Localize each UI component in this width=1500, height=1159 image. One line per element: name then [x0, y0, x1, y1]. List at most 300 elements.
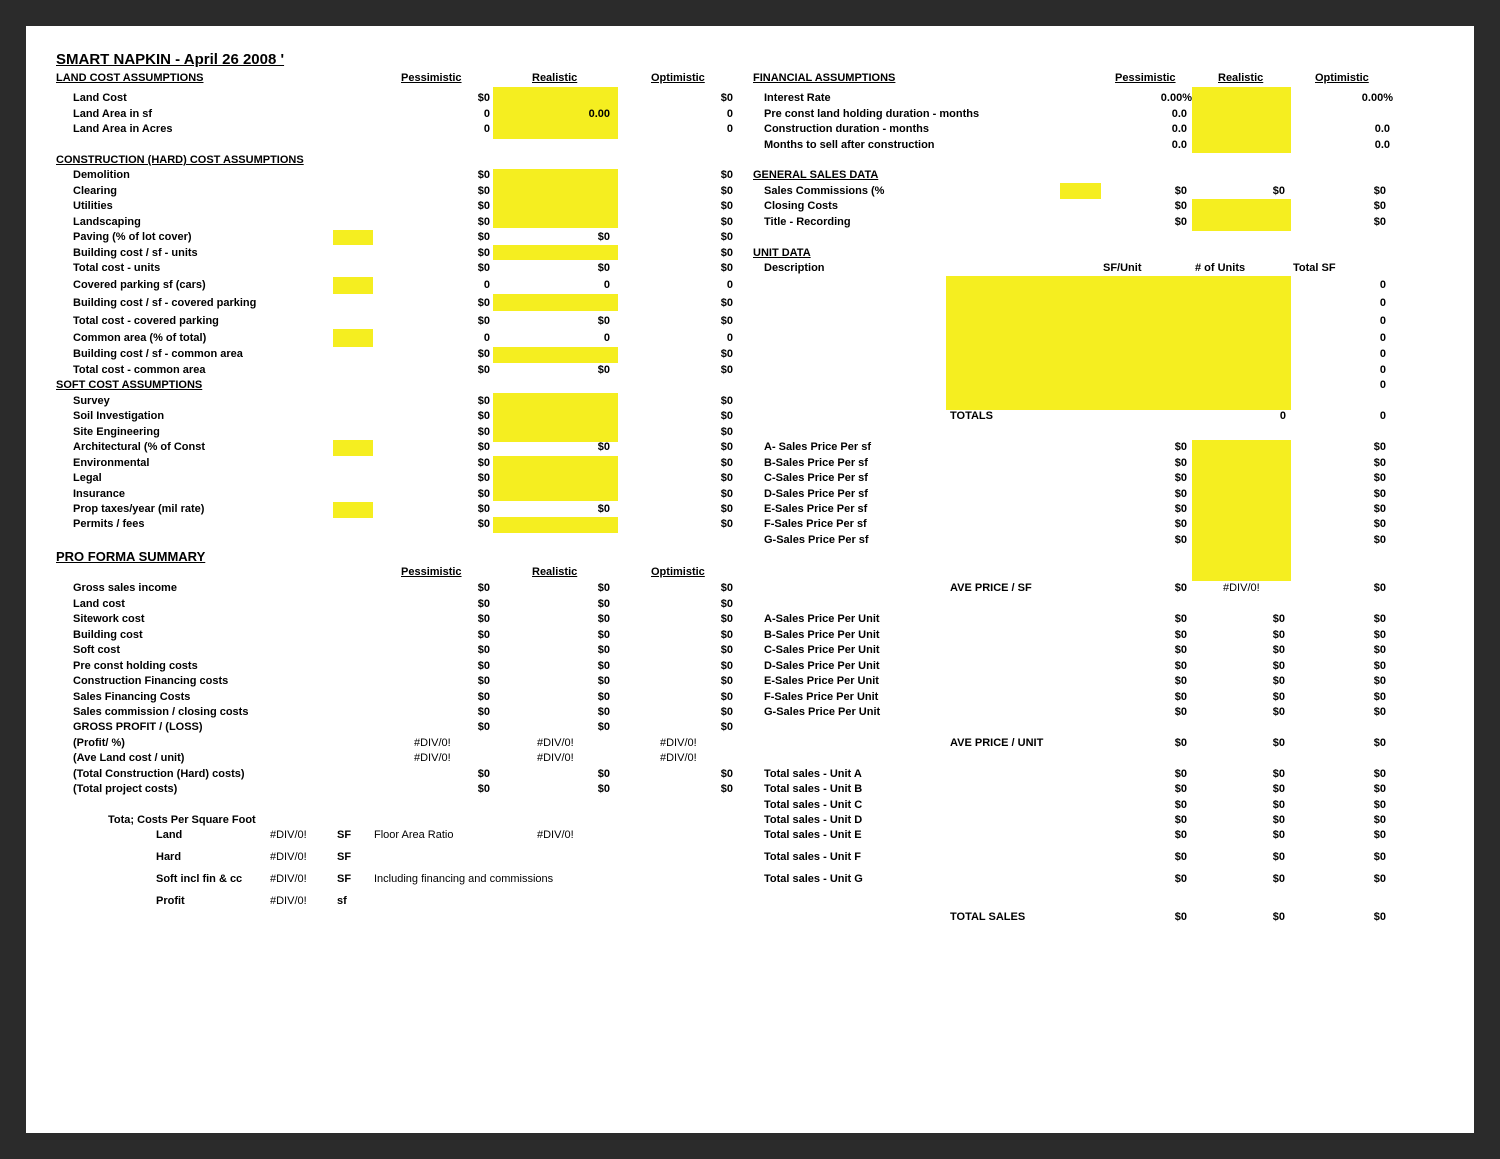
sqft-land-unit: SF — [337, 829, 352, 841]
price-unit-real: $0 — [1272, 644, 1285, 656]
price-sf-label: B-Sales Price Per sf — [764, 457, 868, 469]
unit-total-sf-value: 0 — [1379, 379, 1386, 391]
land-row-opt: 0 — [726, 108, 733, 120]
sqft-soft-label: Soft incl fin & cc — [156, 873, 243, 885]
proforma-row-real: $0 — [597, 582, 610, 594]
soft-row-pess: $0 — [477, 426, 490, 438]
price-sf-opt: $0 — [1373, 534, 1386, 546]
sqft-hard-unit: SF — [337, 851, 352, 863]
proforma-row-real: $0 — [597, 629, 610, 641]
soft-row-real: $0 — [597, 441, 610, 453]
proforma-row-opt: $0 — [720, 721, 733, 733]
sales-total-pess: $0 — [1174, 851, 1187, 863]
sales-total-opt: $0 — [1373, 814, 1386, 826]
floor-area-ratio-value: #DIV/0! — [537, 829, 574, 841]
soft-row-label: Soil Investigation — [73, 410, 165, 422]
construction-row-real: 0 — [603, 279, 610, 291]
proforma-row-label: Sales Financing Costs — [73, 691, 191, 703]
construction-row-label: Clearing — [73, 185, 118, 197]
construction-row-real: $0 — [597, 231, 610, 243]
proforma-row-label: Land cost — [73, 598, 125, 610]
price-unit-real: $0 — [1272, 691, 1285, 703]
price-sf-label: G-Sales Price Per sf — [764, 534, 869, 546]
proforma-row-label: (Profit/ %) — [73, 737, 125, 749]
proforma-row-opt: #DIV/0! — [660, 752, 697, 764]
general-row-opt: $0 — [1373, 185, 1386, 197]
construction-row-opt: $0 — [720, 200, 733, 212]
proforma-row-real: #DIV/0! — [537, 737, 574, 749]
construction-row-label: Utilities — [73, 200, 113, 212]
input-cell-prices-sf[interactable] — [1192, 440, 1291, 581]
unit-total-sf-value: 0 — [1379, 348, 1386, 360]
input-cell-sales-commission-pct[interactable] — [1060, 183, 1101, 199]
proforma-row-label: Sales commission / closing costs — [73, 706, 249, 718]
general-row-opt: $0 — [1373, 200, 1386, 212]
proforma-row-opt: $0 — [720, 629, 733, 641]
sqft-hard-value: #DIV/0! — [270, 851, 307, 863]
construction-row-pess: $0 — [477, 247, 490, 259]
construction-row-pess: $0 — [477, 297, 490, 309]
general-row-pess: $0 — [1174, 185, 1187, 197]
sqft-profit-label: Profit — [156, 895, 185, 907]
ave-price-unit-real: $0 — [1272, 737, 1285, 749]
input-cell-building-cost-parking[interactable] — [493, 294, 618, 311]
price-sf-opt: $0 — [1373, 457, 1386, 469]
ave-price-sf-opt: $0 — [1373, 582, 1386, 594]
soft-row-opt: $0 — [720, 457, 733, 469]
soft-row-opt: $0 — [720, 488, 733, 500]
financial-row-pess: 0.0 — [1171, 139, 1187, 151]
price-sf-label: F-Sales Price Per sf — [764, 518, 867, 530]
unit-col-description: Description — [764, 262, 825, 274]
unit-totals-sf: 0 — [1379, 410, 1386, 422]
financial-row-opt: 0.0 — [1374, 139, 1390, 151]
sales-total-label: Total sales - Unit F — [764, 851, 861, 863]
soft-row-pess: $0 — [477, 472, 490, 484]
construction-row-opt: $0 — [720, 247, 733, 259]
sales-total-real: $0 — [1272, 873, 1285, 885]
col-header-optimistic: Optimistic — [651, 72, 705, 84]
price-unit-opt: $0 — [1373, 675, 1386, 687]
proforma-row-pess: #DIV/0! — [414, 737, 451, 749]
construction-row-label: Building cost / sf - covered parking — [73, 297, 257, 309]
construction-row-label: Common area (% of total) — [73, 332, 207, 344]
construction-row-opt: $0 — [720, 169, 733, 181]
input-cell-permits[interactable] — [493, 517, 618, 533]
price-unit-label: B-Sales Price Per Unit — [764, 629, 880, 641]
unit-totals-label: TOTALS — [950, 410, 993, 422]
sales-total-label: Total sales - Unit G — [764, 873, 863, 885]
soft-row-pess: $0 — [477, 457, 490, 469]
price-sf-opt: $0 — [1373, 488, 1386, 500]
proforma-row-real: #DIV/0! — [537, 752, 574, 764]
proforma-row-real: $0 — [597, 675, 610, 687]
proforma-col-realistic: Realistic — [532, 566, 578, 578]
input-cell-construction-realistic-1[interactable] — [493, 169, 618, 228]
proforma-section-header: PRO FORMA SUMMARY — [56, 549, 206, 564]
proforma-row-opt: $0 — [720, 598, 733, 610]
price-unit-label: G-Sales Price Per Unit — [764, 706, 881, 718]
land-row-real: 0.00 — [588, 108, 610, 120]
proforma-row-pess: $0 — [477, 598, 490, 610]
soft-row-real: $0 — [597, 503, 610, 515]
construction-row-opt: 0 — [726, 332, 733, 344]
construction-row-pess: 0 — [483, 279, 490, 291]
ave-price-unit-opt: $0 — [1373, 737, 1386, 749]
general-section-header: GENERAL SALES DATA — [753, 169, 879, 181]
sqft-land-label: Land — [156, 829, 183, 841]
financial-row-label: Pre const land holding duration - months — [764, 108, 980, 120]
general-row-label: Sales Commissions (% — [764, 185, 885, 197]
price-unit-pess: $0 — [1174, 706, 1187, 718]
sales-total-real: $0 — [1272, 814, 1285, 826]
price-unit-pess: $0 — [1174, 629, 1187, 641]
proforma-row-pess: $0 — [477, 675, 490, 687]
price-unit-pess: $0 — [1174, 675, 1187, 687]
sales-total-pess: $0 — [1174, 814, 1187, 826]
sales-total-opt: $0 — [1373, 873, 1386, 885]
ave-price-sf-real: #DIV/0! — [1223, 582, 1260, 594]
soft-row-label: Site Engineering — [73, 426, 160, 438]
sales-total-real: $0 — [1272, 799, 1285, 811]
land-row-label: Land Cost — [73, 92, 127, 104]
construction-row-pess: $0 — [477, 216, 490, 228]
input-cell-covered-parking[interactable] — [333, 277, 373, 294]
financial-section-header: FINANCIAL ASSUMPTIONS — [753, 72, 896, 84]
price-unit-real: $0 — [1272, 660, 1285, 672]
price-unit-label: A-Sales Price Per Unit — [764, 613, 880, 625]
price-unit-real: $0 — [1272, 613, 1285, 625]
total-sales-real: $0 — [1272, 911, 1285, 923]
input-cell-building-cost-units[interactable] — [493, 245, 618, 260]
total-sales-opt: $0 — [1373, 911, 1386, 923]
ave-price-sf-pess: $0 — [1174, 582, 1187, 594]
proforma-row-pess: $0 — [477, 613, 490, 625]
price-sf-pess: $0 — [1174, 518, 1187, 530]
construction-row-pess: $0 — [477, 262, 490, 274]
soft-row-label: Prop taxes/year (mil rate) — [73, 503, 205, 515]
sales-total-real: $0 — [1272, 829, 1285, 841]
construction-row-label: Landscaping — [73, 216, 141, 228]
sales-total-pess: $0 — [1174, 768, 1187, 780]
proforma-row-opt: $0 — [720, 644, 733, 656]
construction-row-opt: $0 — [720, 185, 733, 197]
proforma-row-real: $0 — [597, 613, 610, 625]
construction-row-real: 0 — [603, 332, 610, 344]
proforma-row-label: Soft cost — [73, 644, 121, 656]
unit-total-sf-value: 0 — [1379, 279, 1386, 291]
proforma-row-label: Pre const holding costs — [73, 660, 198, 672]
sales-total-pess: $0 — [1174, 783, 1187, 795]
construction-row-pess: $0 — [477, 200, 490, 212]
proforma-col-pessimistic: Pessimistic — [401, 566, 462, 578]
price-unit-label: D-Sales Price Per Unit — [764, 660, 880, 672]
proforma-row-real: $0 — [597, 598, 610, 610]
soft-row-pess: $0 — [477, 410, 490, 422]
unit-col-units: # of Units — [1195, 262, 1246, 274]
soft-row-label: Environmental — [73, 457, 150, 469]
input-cell-architectural-pct[interactable] — [333, 440, 373, 456]
proforma-row-pess: $0 — [477, 629, 490, 641]
price-unit-opt: $0 — [1373, 691, 1386, 703]
proforma-row-label: (Total project costs) — [73, 783, 178, 795]
input-cell-prop-taxes[interactable] — [333, 502, 373, 518]
price-sf-pess: $0 — [1174, 488, 1187, 500]
construction-row-label: Covered parking sf (cars) — [73, 279, 206, 291]
price-unit-opt: $0 — [1373, 613, 1386, 625]
proforma-row-real: $0 — [597, 644, 610, 656]
unit-total-sf-value: 0 — [1379, 297, 1386, 309]
construction-row-opt: $0 — [720, 364, 733, 376]
proforma-row-real: $0 — [597, 768, 610, 780]
soft-row-label: Legal — [73, 472, 102, 484]
proforma-row-pess: #DIV/0! — [414, 752, 451, 764]
soft-row-pess: $0 — [477, 488, 490, 500]
proforma-row-opt: $0 — [720, 660, 733, 672]
financial-row-pess: 0.00% — [1160, 92, 1192, 104]
land-row-pess: $0 — [477, 92, 490, 104]
financial-row-label: Construction duration - months — [764, 123, 929, 135]
sales-total-label: Total sales - Unit C — [764, 799, 863, 811]
price-unit-opt: $0 — [1373, 629, 1386, 641]
price-sf-opt: $0 — [1373, 441, 1386, 453]
general-row-label: Closing Costs — [764, 200, 838, 212]
construction-row-pess: $0 — [477, 315, 490, 327]
price-sf-opt: $0 — [1373, 503, 1386, 515]
construction-row-label: Total cost - units — [73, 262, 161, 274]
unit-total-sf-value: 0 — [1379, 315, 1386, 327]
input-cell-soft-realistic-2[interactable] — [493, 456, 618, 501]
soft-row-label: Survey — [73, 395, 110, 407]
construction-row-pess: $0 — [477, 169, 490, 181]
land-row-pess: 0 — [483, 108, 490, 120]
construction-section-header: CONSTRUCTION (HARD) COST ASSUMPTIONS — [56, 154, 304, 166]
price-unit-opt: $0 — [1373, 644, 1386, 656]
col-header-realistic: Realistic — [532, 72, 578, 84]
general-row-label: Title - Recording — [764, 216, 851, 228]
general-row-real: $0 — [1272, 185, 1285, 197]
spreadsheet-page — [26, 26, 1474, 1133]
price-unit-pess: $0 — [1174, 660, 1187, 672]
construction-row-opt: $0 — [720, 297, 733, 309]
unit-col-sf: SF/Unit — [1103, 262, 1142, 274]
sales-total-label: Total sales - Unit E — [764, 829, 862, 841]
price-sf-pess: $0 — [1174, 441, 1187, 453]
proforma-row-label: GROSS PROFIT / (LOSS) — [73, 721, 203, 733]
proforma-row-pess: $0 — [477, 660, 490, 672]
construction-row-opt: 0 — [726, 279, 733, 291]
proforma-row-opt: #DIV/0! — [660, 737, 697, 749]
sales-total-opt: $0 — [1373, 851, 1386, 863]
soft-row-pess: $0 — [477, 395, 490, 407]
proforma-row-opt: $0 — [720, 613, 733, 625]
sales-total-opt: $0 — [1373, 783, 1386, 795]
soft-row-pess: $0 — [477, 441, 490, 453]
land-row-label: Land Area in Acres — [73, 123, 173, 135]
proforma-row-pess: $0 — [477, 691, 490, 703]
proforma-row-opt: $0 — [720, 706, 733, 718]
ave-price-sf-label: AVE PRICE / SF — [950, 582, 1032, 594]
input-cell-financial-realistic[interactable] — [1192, 87, 1291, 153]
general-row-pess: $0 — [1174, 200, 1187, 212]
financial-row-label: Months to sell after construction — [764, 139, 935, 151]
input-cell-paving-pct[interactable] — [333, 230, 373, 245]
financial-row-pess: 0.0 — [1171, 108, 1187, 120]
sqft-section-header: Tota; Costs Per Square Foot — [108, 814, 256, 826]
soft-row-opt: $0 — [720, 503, 733, 515]
input-cell-unit-data[interactable] — [946, 276, 1291, 410]
proforma-row-opt: $0 — [720, 783, 733, 795]
proforma-row-opt: $0 — [720, 675, 733, 687]
price-unit-opt: $0 — [1373, 706, 1386, 718]
sales-total-opt: $0 — [1373, 768, 1386, 780]
price-sf-opt: $0 — [1373, 472, 1386, 484]
floor-area-ratio-label: Floor Area Ratio — [374, 829, 454, 841]
financial-row-pess: 0.0 — [1171, 123, 1187, 135]
proforma-row-label: Construction Financing costs — [73, 675, 229, 687]
construction-row-label: Building cost / sf - units — [73, 247, 198, 259]
construction-row-pess: $0 — [477, 185, 490, 197]
price-sf-label: A- Sales Price Per sf — [764, 441, 872, 453]
sales-total-real: $0 — [1272, 768, 1285, 780]
sqft-profit-unit: sf — [337, 895, 347, 907]
soft-row-opt: $0 — [720, 395, 733, 407]
price-sf-pess: $0 — [1174, 457, 1187, 469]
construction-row-label: Total cost - common area — [73, 364, 206, 376]
construction-row-opt: $0 — [720, 348, 733, 360]
unit-section-header: UNIT DATA — [753, 247, 811, 259]
sqft-profit-value: #DIV/0! — [270, 895, 307, 907]
soft-row-opt: $0 — [720, 472, 733, 484]
ave-price-unit-pess: $0 — [1174, 737, 1187, 749]
sales-total-pess: $0 — [1174, 829, 1187, 841]
price-sf-pess: $0 — [1174, 503, 1187, 515]
construction-row-pess: 0 — [483, 332, 490, 344]
proforma-row-real: $0 — [597, 691, 610, 703]
price-sf-opt: $0 — [1373, 518, 1386, 530]
financial-row-opt: 0.00% — [1361, 92, 1393, 104]
unit-totals-units: 0 — [1279, 410, 1286, 422]
ave-price-unit-label: AVE PRICE / UNIT — [950, 737, 1044, 749]
price-sf-label: C-Sales Price Per sf — [764, 472, 868, 484]
proforma-col-optimistic: Optimistic — [651, 566, 705, 578]
construction-row-real: $0 — [597, 262, 610, 274]
input-cell-common-area-pct[interactable] — [333, 329, 373, 347]
proforma-row-pess: $0 — [477, 721, 490, 733]
soft-section-header: SOFT COST ASSUMPTIONS — [56, 379, 203, 391]
proforma-row-label: (Total Construction (Hard) costs) — [73, 768, 245, 780]
proforma-row-pess: $0 — [477, 783, 490, 795]
general-row-pess: $0 — [1174, 216, 1187, 228]
construction-row-label: Building cost / sf - common area — [73, 348, 243, 360]
financial-col-realistic: Realistic — [1218, 72, 1264, 84]
proforma-row-real: $0 — [597, 660, 610, 672]
input-cell-building-cost-common[interactable] — [493, 347, 618, 363]
soft-row-opt: $0 — [720, 518, 733, 530]
proforma-row-opt: $0 — [720, 582, 733, 594]
price-sf-label: D-Sales Price Per sf — [764, 488, 868, 500]
sales-total-label: Total sales - Unit A — [764, 768, 862, 780]
sqft-hard-label: Hard — [156, 851, 182, 863]
proforma-row-label: Sitework cost — [73, 613, 145, 625]
construction-row-opt: $0 — [720, 315, 733, 327]
financial-col-pessimistic: Pessimistic — [1115, 72, 1176, 84]
soft-row-label: Permits / fees — [73, 518, 145, 530]
total-sales-label: TOTAL SALES — [950, 911, 1026, 923]
price-unit-real: $0 — [1272, 629, 1285, 641]
construction-row-label: Demolition — [73, 169, 130, 181]
proforma-row-pess: $0 — [477, 706, 490, 718]
land-row-label: Land Area in sf — [73, 108, 153, 120]
price-unit-pess: $0 — [1174, 644, 1187, 656]
soft-row-pess: $0 — [477, 518, 490, 530]
sales-total-opt: $0 — [1373, 799, 1386, 811]
page-title: SMART NAPKIN - April 26 2008 ' — [56, 51, 285, 68]
soft-row-opt: $0 — [720, 410, 733, 422]
sales-total-real: $0 — [1272, 783, 1285, 795]
proforma-row-real: $0 — [597, 783, 610, 795]
sales-total-opt: $0 — [1373, 829, 1386, 841]
unit-col-total-sf: Total SF — [1293, 262, 1336, 274]
input-cell-soft-realistic-1[interactable] — [493, 393, 618, 442]
proforma-row-opt: $0 — [720, 691, 733, 703]
construction-row-pess: $0 — [477, 348, 490, 360]
land-row-pess: 0 — [483, 123, 490, 135]
sqft-soft-value: #DIV/0! — [270, 873, 307, 885]
sales-total-pess: $0 — [1174, 873, 1187, 885]
financial-row-opt: 0.0 — [1374, 123, 1390, 135]
price-sf-pess: $0 — [1174, 534, 1187, 546]
unit-total-sf-value: 0 — [1379, 364, 1386, 376]
soft-row-label: Architectural (% of Const — [73, 441, 206, 453]
proforma-row-real: $0 — [597, 721, 610, 733]
col-header-pessimistic: Pessimistic — [401, 72, 462, 84]
sales-total-label: Total sales - Unit B — [764, 783, 863, 795]
unit-total-sf-value: 0 — [1379, 332, 1386, 344]
sqft-soft-note: Including financing and commissions — [374, 873, 554, 885]
price-unit-label: C-Sales Price Per Unit — [764, 644, 880, 656]
construction-row-label: Total cost - covered parking — [73, 315, 219, 327]
input-cell-closing-costs[interactable] — [1192, 199, 1291, 231]
construction-row-real: $0 — [597, 315, 610, 327]
sales-total-pess: $0 — [1174, 799, 1187, 811]
sales-total-real: $0 — [1272, 851, 1285, 863]
construction-row-pess: $0 — [477, 364, 490, 376]
price-unit-opt: $0 — [1373, 660, 1386, 672]
construction-row-real: $0 — [597, 364, 610, 376]
construction-row-opt: $0 — [720, 216, 733, 228]
sqft-soft-unit: SF — [337, 873, 352, 885]
price-unit-pess: $0 — [1174, 691, 1187, 703]
construction-row-label: Paving (% of lot cover) — [73, 231, 192, 243]
price-unit-real: $0 — [1272, 706, 1285, 718]
price-unit-real: $0 — [1272, 675, 1285, 687]
total-sales-pess: $0 — [1174, 911, 1187, 923]
construction-row-opt: $0 — [720, 262, 733, 274]
price-unit-pess: $0 — [1174, 613, 1187, 625]
price-unit-label: F-Sales Price Per Unit — [764, 691, 879, 703]
proforma-row-opt: $0 — [720, 768, 733, 780]
proforma-row-pess: $0 — [477, 644, 490, 656]
sales-total-label: Total sales - Unit D — [764, 814, 863, 826]
financial-col-optimistic: Optimistic — [1315, 72, 1369, 84]
proforma-row-pess: $0 — [477, 768, 490, 780]
proforma-row-pess: $0 — [477, 582, 490, 594]
proforma-row-real: $0 — [597, 706, 610, 718]
financial-row-label: Interest Rate — [764, 92, 831, 104]
price-unit-label: E-Sales Price Per Unit — [764, 675, 879, 687]
price-sf-label: E-Sales Price Per sf — [764, 503, 868, 515]
